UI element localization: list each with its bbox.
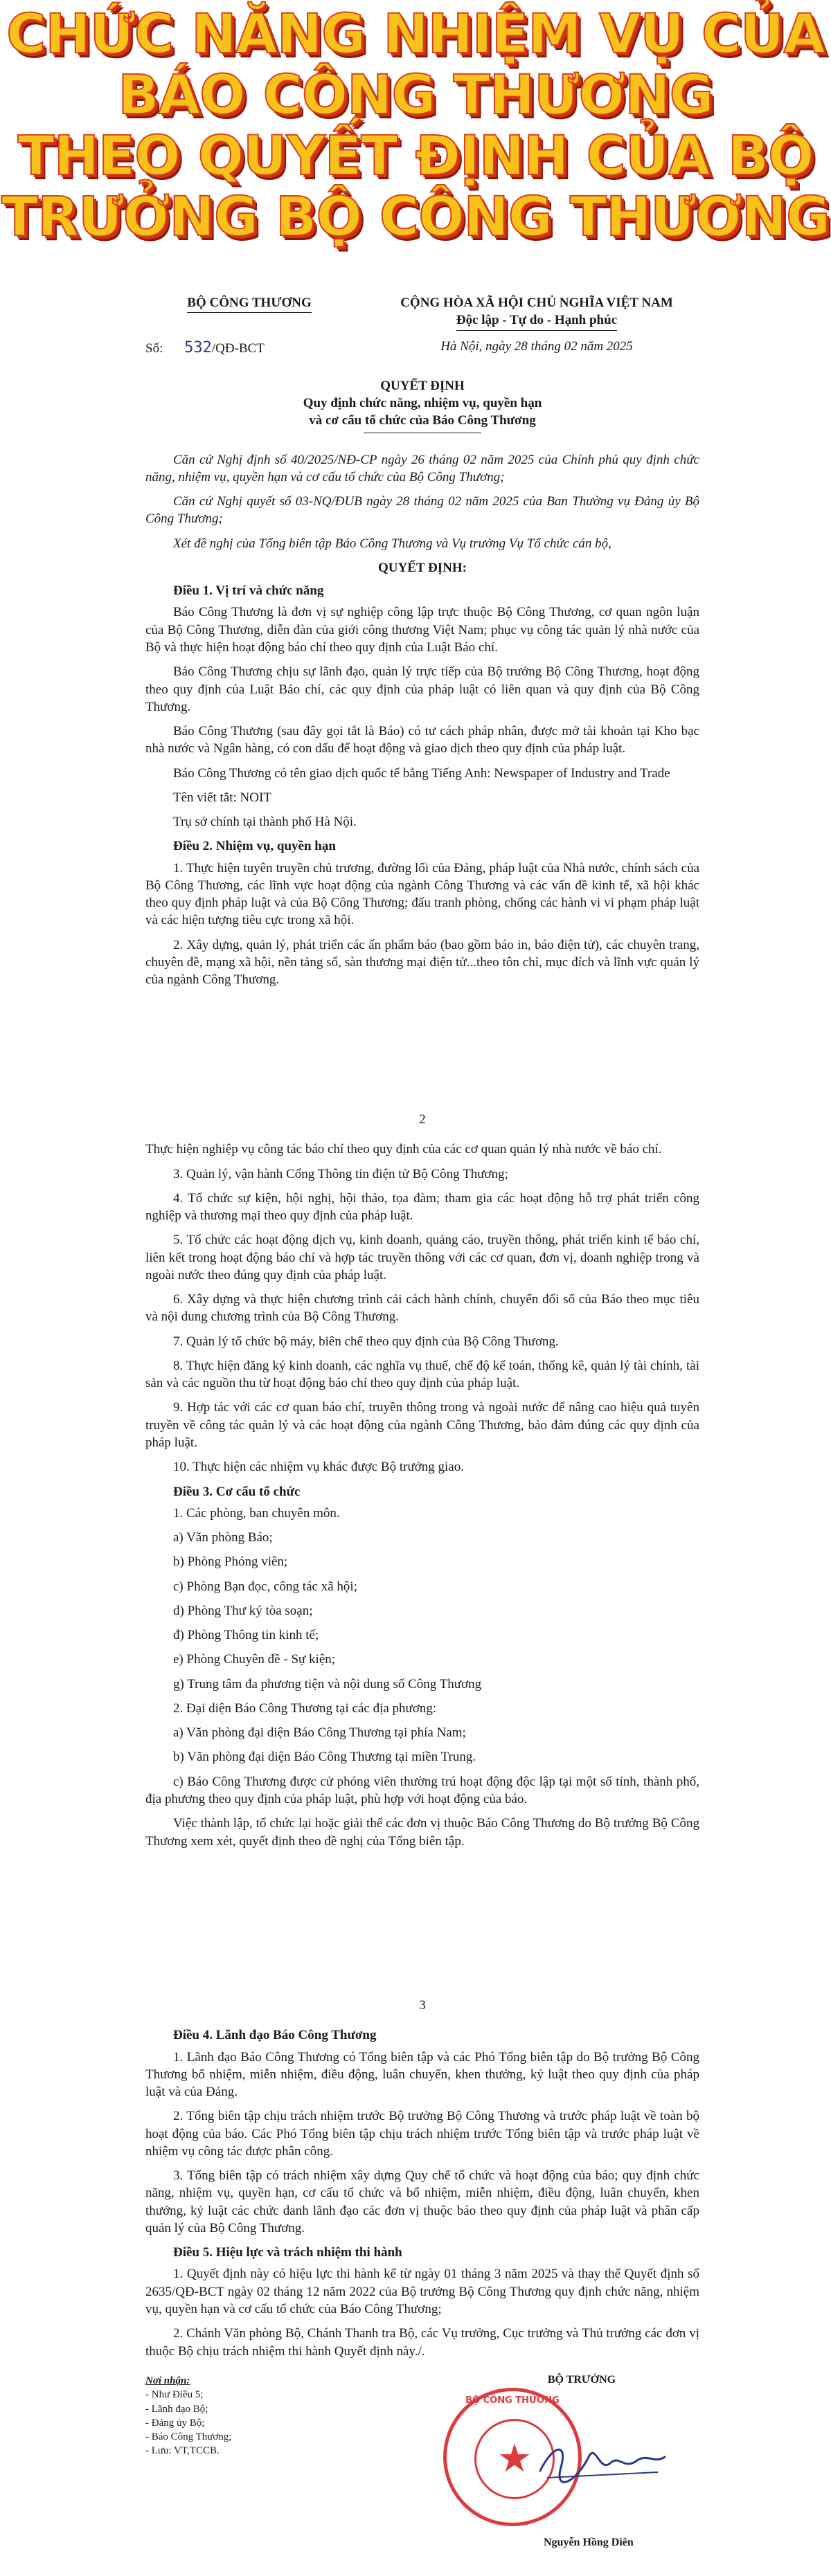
decision-subject-2: và cơ cấu tổ chức của Báo Công Thương (309, 413, 536, 428)
article-5-item: 2. Chánh Văn phòng Bộ, Chánh Thanh tra Bộ, các Vụ trưởng, Cục trưởng và Thủ trưởng các đơn vị thuộc Bộ chịu trách nhiệm thi hành Quyết định này./. (145, 2326, 699, 2359)
article-2-item: 5. Tổ chức các hoạt động dịch vụ, kinh doanh, quảng cáo, truyền thông, phát triển kinh tế báo chí, liên kết trong hoạt động báo chí và hợp tác truyền thông với các cơ quan, đơn vị, doanh nghiệp trong và ngoài nước theo đúng quy định của pháp luật. (145, 1233, 699, 1282)
recipient-item: - Báo Công Thương; (145, 2431, 232, 2442)
article-2-item: 2. Xây dựng, quản lý, phát triển các ấn phẩm báo (bao gồm báo in, báo điện tử), các chuyên trang, chuyên đề, mạng xã hội, nền tảng số, sàn thương mại điện tử...theo tôn chỉ, mục đích và lĩnh vực quản lý của ngành Công Thương. (145, 937, 699, 988)
document-number-row (145, 338, 699, 358)
article-3-item: a) Văn phòng Báo; (173, 1530, 273, 1545)
page-number: 2 (419, 1112, 426, 1127)
article-3-item: b) Phòng Phóng viên; (173, 1554, 288, 1570)
article-2-item: 9. Hợp tác với các cơ quan báo chí, truyền thông trong và ngoài nước để nâng cao hiệu quả tuyên truyền về công tác quản lý và các hoạt động của ngành Công Thương, bảo đảm đúng các quy định của pháp luật. (145, 1400, 699, 1450)
article-1-paragraph: Báo Công Thương có tên giao dịch quốc tế bằng Tiếng Anh: Newspaper of Industry and Trade (173, 765, 670, 781)
banner-line-3: THEO QUYẾT ĐỊNH CỦA BỘ (17, 125, 814, 188)
decision-title-block (145, 377, 699, 433)
article-3-item: g) Trung tâm đa phương tiện và nội dung số Công Thương (173, 1676, 482, 1691)
decision-subject-1: Quy định chức năng, nhiệm vụ, quyền hạn (303, 396, 542, 411)
article-1-title: Điều 1. Vị trí và chức năng (173, 583, 324, 599)
recipient-item: - Lãnh đạo Bộ; (145, 2403, 208, 2415)
place-date: Hà Nội, ngày 28 tháng 02 năm 2025 (440, 338, 633, 354)
article-4-item: 3. Tổng biên tập có trách nhiệm xây dựng Quy chế tổ chức và hoạt động của báo; quy định chức năng, nhiệm vụ, quyền hạn, cơ cấu tổ chức và bổ nhiệm, miễn nhiệm, điều động, luân chuyển, khen thưởng, kỷ luật các chức danh lãnh đạo các đơn vị thuộc báo theo quy định của pháp luật và phân cấp quản lý của Bộ Công Thương. (145, 2168, 699, 2235)
article-5-title: Điều 5. Hiệu lực và trách nhiệm thi hành (173, 2245, 402, 2260)
ministry-name: BỘ CÔNG THƯƠNG (187, 294, 311, 313)
nation-name: CỘNG HÒA XÃ HỘI CHỦ NGHĨA VIỆT NAM (400, 296, 673, 310)
article-1-paragraph: Báo Công Thương là đơn vị sự nghiệp công lập trực thuộc Bộ Công Thương, cơ quan ngôn luận của Bộ Công Thương, diễn đàn của giới công thương Việt Nam; phục vụ công tác quản lý nhà nước của Bộ và thực hiện hoạt động báo chí theo quy định của Luật Báo chí. (145, 605, 699, 655)
signer-area (471, 2374, 692, 2386)
recipients-label: Nơi nhận: (145, 2375, 190, 2386)
article-3-item: b) Văn phòng đại diện Báo Công Thương tại miền Trung. (173, 1750, 476, 1765)
recipients-list (145, 2374, 232, 2458)
article-5-item: 1. Quyết định này có hiệu lực thi hành kể từ ngày 01 tháng 3 năm 2025 và thay thế Quyết định số 2635/QĐ-BCT ngày 02 tháng 12 năm 2022 của Bộ trưởng Bộ Công Thương quy định chức năng, nhiệm vụ, quyền hạn và cơ cấu tổ chức của Báo Công Thương; (145, 2267, 699, 2316)
recipient-item: - Như Điều 5; (145, 2389, 204, 2401)
article-3-item: e) Phòng Chuyên đề - Sự kiện; (173, 1652, 336, 1667)
seal-text: BỘ CÔNG THƯƠNG (465, 2395, 560, 2406)
article-4-title: Điều 4. Lãnh đạo Báo Công Thương (173, 2028, 377, 2043)
number-label: Số: (145, 341, 163, 356)
handwritten-number: 532 (184, 338, 212, 356)
article-3-item: d) Phòng Thư ký tòa soạn; (173, 1603, 313, 1618)
page-number: 3 (419, 1998, 426, 2013)
number-suffix: /QĐ-BCT (211, 341, 265, 356)
article-4-item: 1. Lãnh đạo Báo Công Thương có Tổng biên tập và các Phó Tổng biên tập do Bộ trưởng Bộ Công Thương bổ nhiệm, miễn nhiệm, điều động, luân chuyển, khen thưởng, kỷ luật theo quy định của pháp luật và của Đảng. (145, 2049, 699, 2100)
recipient-item: - Đảng ủy Bộ; (145, 2417, 205, 2429)
article-2-item: Thực hiện nghiệp vụ công tác báo chí theo quy định của các cơ quan quản lý nhà nước về báo chí. (145, 1142, 662, 1157)
banner-line-2: BÁO CÔNG THƯƠNG (118, 64, 713, 127)
article-2-item: 8. Thực hiện đăng ký kinh doanh, các nghĩa vụ thuế, chế độ kế toán, thống kê, quản lý tài chính, tài sản và các nguồn thu từ hoạt động báo chí theo quy định của pháp luật. (145, 1358, 699, 1391)
signer-title: BỘ TRƯỞNG (547, 2374, 616, 2386)
title-banner (0, 0, 831, 263)
article-2-item: 3. Quản lý, vận hành Cổng Thông tin điện tử Bộ Công Thương; (173, 1166, 508, 1181)
legal-basis-1: Căn cứ Nghị định số 40/2025/NĐ-CP ngày 26 tháng 02 năm 2025 của Chính phủ quy định chức năng, nhiệm vụ, quyền hạn và cơ cấu tổ chức của Bộ Công Thương; (145, 452, 699, 484)
article-2-item: 7. Quản lý tổ chức bộ máy, biên chế theo quy định của Bộ Công Thương. (173, 1334, 559, 1349)
article-2-item: 1. Thực hiện tuyên truyền chủ trương, đường lối của Đảng, pháp luật của Nhà nước, chính sách của Bộ Công Thương, các lĩnh vực hoạt động của ngành Công Thương và các vấn đề kinh tế, xã hội khác theo quy định pháp luật và của Bộ Công Thương; đấu tranh phòng, chống các hành vi vi phạm pháp luật và các hiện tượng tiêu cực trong xã hội. (145, 860, 699, 928)
article-1-paragraph: Báo Công Thương chịu sự lãnh đạo, quản lý trực tiếp của Bộ trưởng Bộ Công Thương, hoạt động theo quy định của Luật Báo chí, các quy định của pháp luật có liên quan và quy định của Bộ Công Thương. (145, 664, 699, 714)
article-3-item: c) Báo Công Thương được cử phóng viên thường trú hoạt động độc lập tại một số tỉnh, thành phố, địa phương theo quy định của pháp luật, phù hợp với hoạt động của báo. (145, 1774, 699, 1806)
article-2-item: 4. Tổ chức sự kiện, hội nghị, hội thảo, tọa đàm; tham gia các hoạt động hỗ trợ phát triển công nghiệp và thương mại theo quy định của pháp luật. (145, 1190, 699, 1224)
signature-block (145, 2374, 699, 2568)
decision-heading: QUYẾT ĐỊNH (380, 378, 465, 393)
article-3-item: c) Phòng Bạn đọc, công tác xã hội; (173, 1579, 357, 1594)
legal-basis-3: Xét đề nghị của Tổng biên tập Báo Công Thương và Vụ trưởng Vụ Tổ chức cán bộ, (173, 536, 611, 551)
handwritten-signature-icon (533, 2429, 672, 2492)
decides-heading: QUYẾT ĐỊNH: (378, 560, 467, 575)
legal-basis-2: Căn cứ Nghị quyết số 03-NQ/ĐUB ngày 28 tháng 02 năm 2025 của Ban Thường vụ Đảng ủy Bộ Công Thương; (145, 494, 699, 527)
banner-line-4: TRƯỞNG BỘ CÔNG THƯƠNG (1, 186, 830, 248)
article-3-item: 2. Đại diện Báo Công Thương tại các địa phương: (173, 1700, 437, 1716)
article-4-item: 2. Tổng biên tập chịu trách nhiệm trước Bộ trưởng Bộ Công Thương và trước pháp luật về toàn bộ hoạt động của báo. Các Phó Tổng biên tập chịu trách nhiệm trước Tổng biên tập và trước pháp luật về nhiệm vụ công tác được phân công. (145, 2109, 699, 2159)
document-page-2 (145, 1111, 699, 1857)
article-1-paragraph: Tên viết tắt: NOIT (173, 790, 271, 805)
signer-name: Nguyễn Hồng Diên (544, 2537, 634, 2548)
article-1-paragraph: Báo Công Thương (sau đây gọi tắt là Báo) có tư cách pháp nhân, được mở tài khoản tại Kho bạc nhà nước và Ngân hàng, có con dấu để hoạt động và giao dịch theo quy định của pháp luật. (145, 724, 699, 756)
seal-star-icon: ★ (497, 2438, 533, 2480)
article-2-title: Điều 2. Nhiệm vụ, quyền hạn (173, 839, 336, 854)
recipient-item: - Lưu: VT,TCCB. (145, 2445, 220, 2457)
document-header (145, 294, 699, 331)
article-3-item: đ) Phòng Thông tin kinh tế; (173, 1628, 319, 1643)
document-page-1 (145, 294, 699, 995)
article-1-paragraph: Trụ sở chính tại thành phố Hà Nội. (173, 815, 357, 830)
article-2-item: 10. Thực hiện các nhiệm vụ khác được Bộ trưởng giao. (173, 1460, 464, 1475)
article-3-item: 1. Các phòng, ban chuyên môn. (173, 1505, 340, 1521)
document-page-3 (145, 1997, 699, 2367)
banner-line-1: CHỨC NĂNG NHIỆM VỤ CỦA (6, 3, 825, 66)
article-2-item: 6. Xây dựng và thực hiện chương trình cải cách hành chính, chuyển đổi số của Báo theo mục tiêu và nội dung chương trình của Bộ Công Thương. (145, 1292, 699, 1325)
article-3-item: a) Văn phòng đại diện Báo Công Thương tại phía Nam; (173, 1725, 466, 1741)
article-3-title: Điều 3. Cơ cấu tổ chức (173, 1484, 301, 1499)
article-3-closing: Việc thành lập, tổ chức lại hoặc giải thể các đơn vị thuộc Báo Công Thương do Bộ trưởng Bộ Công Thương xem xét, quyết định theo đề nghị của Tổng biên tập. (145, 1816, 699, 1849)
national-motto: Độc lập - Tự do - Hạnh phúc (456, 311, 617, 330)
